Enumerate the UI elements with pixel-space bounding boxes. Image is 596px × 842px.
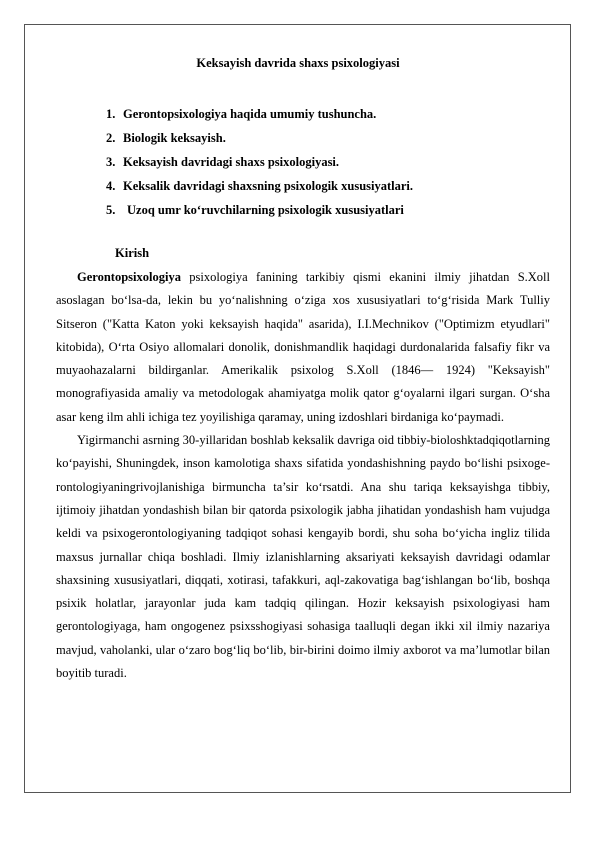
outline-list [106,104,413,224]
outline-text: Gerontopsixologiya haqida umumiy tushuncha. [123,107,377,121]
body-text [56,266,550,685]
outline-item [106,128,413,152]
outline-text: Uzoq umr ko‘ruvchilarning psixologik xususiyatlari [127,203,404,217]
outline-item [106,176,413,200]
outline-number: 1. [106,107,116,121]
outline-number: 4. [106,179,116,193]
section-heading: Kirish [115,246,150,260]
outline-number: 2. [106,131,116,145]
paragraph-text: psixologiya fanining tarkibiy qismi ekanini ilmiy jihatdan S.Xoll asoslagan bo‘lsa-da, lekin bu yo‘nalishning o‘ziga xos xususiyatlari to‘g‘risida Mark Tulliy Sitseron ("Katta Katon yoki keksayish haqida" asarida), I.I.Mechnikov ("Optimizm etyudlari" kitobida), O‘rta Osiyo allomalari donolik, donishmandlik haqidagi durdonalarida falsafiy fikr va muyaohazalarni bildirganlar. Amerikalik psixolog S.Xoll (1846— 1924) "Keksayish" monografiyasida amaliy va metodologak ahamiyatga molik qator g‘oyalarni ilgari surgan. O‘sha asar keng ilm ahli ichiga tez yoyilishiga qaramay, uning izdoshlari birdaniga ko‘paymadi. [56,270,550,424]
paragraph-lead-term: Gerontopsixologiya [77,270,181,284]
document-title: Keksayish davrida shaxs psixologiyasi [196,56,400,70]
outline-text: Biologik keksayish. [123,131,226,145]
outline-item [106,104,413,128]
outline-number: 3. [106,155,116,169]
outline-item [106,152,413,176]
outline-number: 5. [106,203,116,217]
paragraph [56,266,550,429]
paragraph: Yigirmanchi asrning 30-yillaridan boshlab keksalik davriga oid tibbiy-bioloshktadqiqotlarning ko‘payishi, Shuningdek, inson kamolotiga shaxs sifatida yondashishning paydo bo‘lishi psixoge- rontologiyaningrivojlanishiga birmuncha ta’sir ko‘rsatdi. Ana shu tariqa keksayishga tibbiy, ijtimoiy jihatdan yondashish bilan bir qatorda psixologik jabha jihatidan yondashish ham vujudga keldi va psixogerontologiyaning tadqiqot sohasi kengayib bordi, shu soha bo‘yicha ingliz tilida maxsus jurnallar chiqa boshladi. Ilmiy izlanishlarning aksariyati keksayish davridagi odamlar shaxsining xususiyatlari, diqqati, xotirasi, tafakkuri, aql-zakovatiga bag‘ishlangan bo‘lib, boshqa psixik holatlar, jarayonlar juda kam tadqiq qilingan. Hozir keksayish psixologiyasi ham gerontologiyaga, ham ongogenez psixsshogiyasi sohasiga taalluqli degan ikki xil ilmiy nazariya mavjud, vaholanki, ular o‘zaro bog‘liq bo‘lib, bir-birini doimo ilmiy axborot va ma’lumotlar bilan boyitib turadi. [56,433,550,681]
outline-text: Keksalik davridagi shaxsning psixologik xususiyatlari. [123,179,414,193]
outline-item [106,200,413,224]
outline-text: Keksayish davridagi shaxs psixologiyasi. [123,155,340,169]
